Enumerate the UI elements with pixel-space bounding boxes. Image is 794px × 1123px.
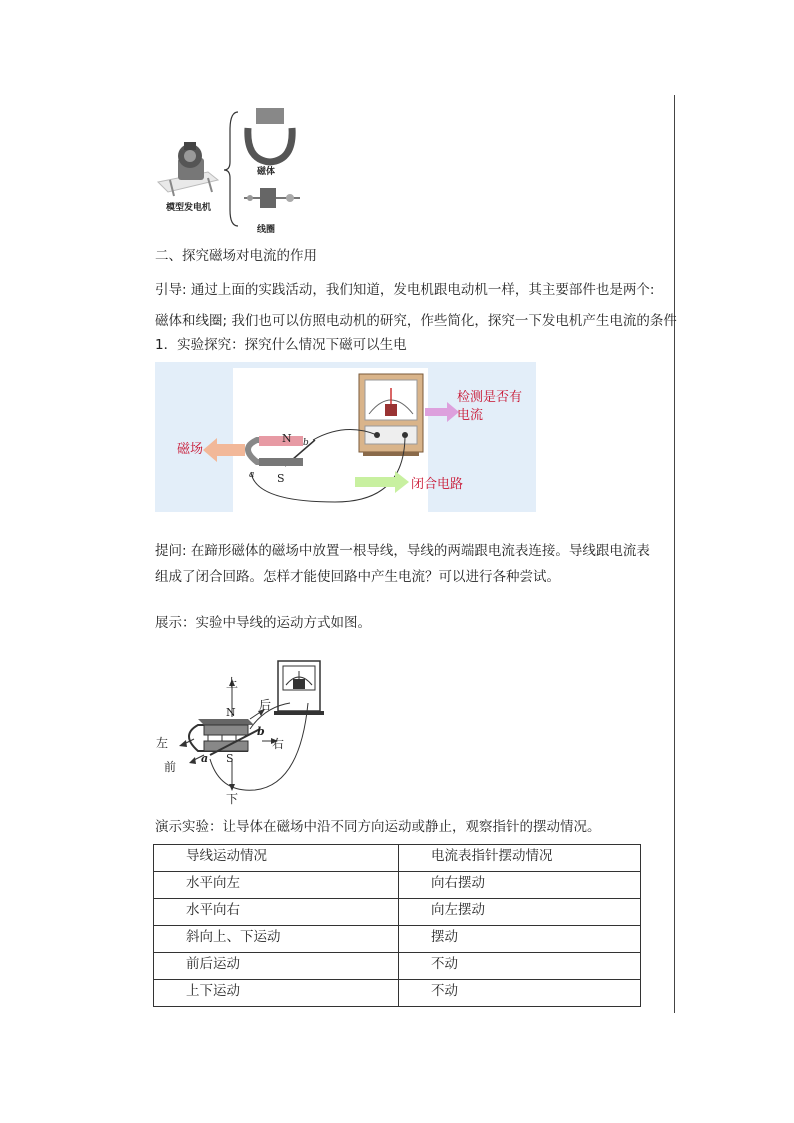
motion-illustration — [150, 655, 350, 810]
table-row — [154, 872, 641, 899]
end-b-label-2: b — [257, 725, 265, 738]
end-a-label-2: a — [201, 752, 209, 765]
section-heading: 二、探究磁场对电流的作用 — [155, 248, 317, 264]
experiment-figure — [155, 362, 536, 512]
table-header-cell: 电流表指针摆动情况 — [399, 845, 641, 872]
left-label: 左 — [156, 736, 169, 750]
field-label: 磁场 — [177, 442, 204, 457]
pole-s-label: S — [277, 472, 285, 485]
show-text: 展示：实验中导线的运动方式如图。 — [155, 615, 371, 631]
front-label: 前 — [164, 760, 177, 774]
generator-label: 模型发电机 — [166, 203, 212, 213]
back-label: 后 — [259, 698, 272, 712]
pole-n-label-2: N — [226, 706, 236, 719]
end-b-label: b — [303, 438, 309, 448]
detect-label-line2: 电流 — [457, 408, 484, 423]
table-cell: 不动 — [399, 980, 641, 1007]
table-header-cell: 导线运动情况 — [154, 845, 399, 872]
table-cell: 摆动 — [399, 926, 641, 953]
table-cell: 水平向左 — [154, 872, 399, 899]
table-cell: 斜向上、下运动 — [154, 926, 399, 953]
results-table — [153, 844, 641, 1007]
circuit-label: 闭合电路 — [411, 477, 464, 492]
down-label: 下 — [226, 792, 239, 806]
question-line-1: 提问: 在蹄形磁体的磁场中放置一根导线，导线的两端跟电流表连接。导线跟电流表 — [155, 543, 650, 559]
table-row — [154, 980, 641, 1007]
table-cell: 向右摆动 — [399, 872, 641, 899]
detect-label-line1: 检测是否有 — [457, 390, 523, 405]
magnet-label: 磁体 — [257, 167, 276, 177]
pole-s-label-2: S — [226, 752, 234, 765]
table-row — [154, 926, 641, 953]
table-header-row — [154, 845, 641, 872]
right-label: 右 — [272, 737, 285, 751]
table-cell: 上下运动 — [154, 980, 399, 1007]
table-cell: 不动 — [399, 953, 641, 980]
experiment-illustration — [155, 362, 536, 512]
intro-line-2: 磁体和线圈; 我们也可以仿照电动机的研究，作些简化，探究一下发电机产生电流的条件 — [155, 313, 677, 329]
up-label: 上 — [226, 676, 239, 690]
pole-n-label: N — [282, 432, 292, 445]
table-cell: 向左摆动 — [399, 899, 641, 926]
margin-rule — [674, 95, 675, 1013]
intro-line-1: 引导: 通过上面的实践活动，我们知道，发电机跟电动机一样，其主要部件也是两个: — [155, 282, 655, 298]
table-cell: 前后运动 — [154, 953, 399, 980]
end-a-label: a — [249, 470, 255, 480]
table-row — [154, 899, 641, 926]
generator-illustration — [150, 100, 310, 235]
detect-label — [457, 389, 522, 425]
step-1: 1．实验探究：探究什么情况下磁可以生电 — [155, 337, 407, 353]
table-cell: 水平向右 — [154, 899, 399, 926]
demo-text: 演示实验：让导体在磁场中沿不同方向运动或静止，观察指针的摆动情况。 — [155, 819, 601, 835]
coil-label: 线圈 — [257, 225, 276, 235]
question-line-2: 组成了闭合回路。怎样才能使回路中产生电流？可以进行各种尝试。 — [155, 569, 560, 585]
table-row — [154, 953, 641, 980]
